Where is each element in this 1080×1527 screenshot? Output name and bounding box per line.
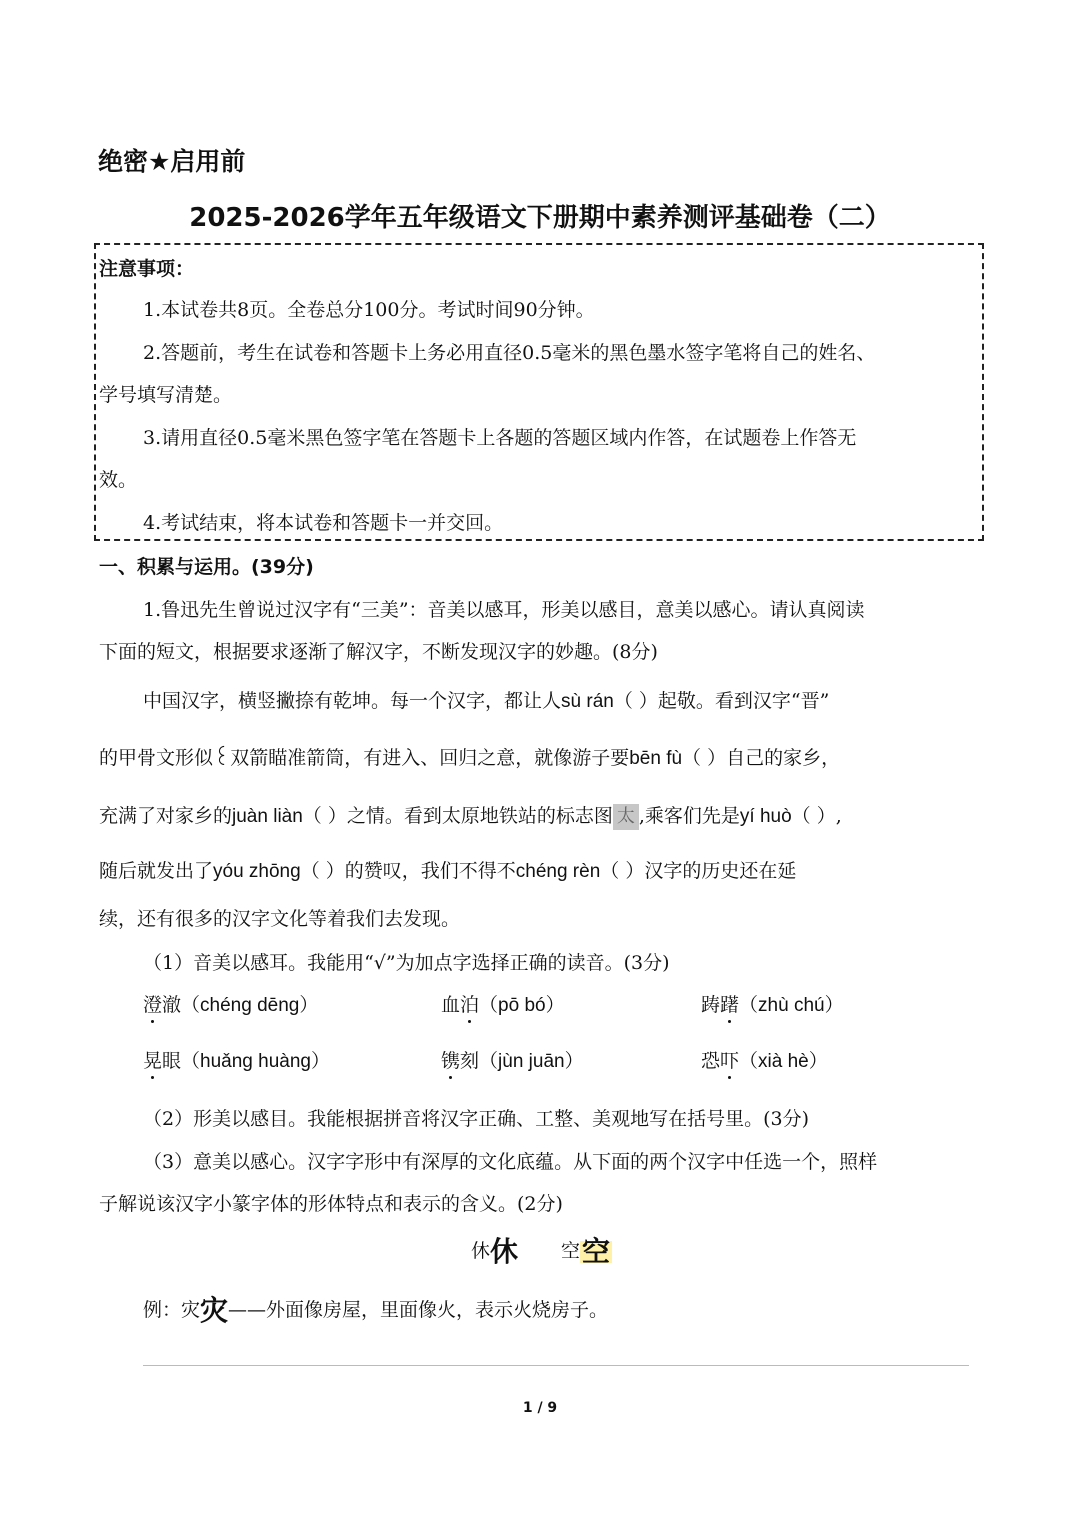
passage-line-3 [99, 804, 842, 830]
dotted-char: 吓 [720, 1050, 740, 1072]
notice-item-3-line-2: 效。 [99, 469, 138, 491]
passage-text: 随后就发出了 [99, 860, 214, 882]
passage-text: 的赞叹，我们不得不 [344, 860, 516, 882]
question-1-line-1: 1.鲁迅先生曾说过汉字有“三美”：音美以感耳，形美以感目，意美以感心。请认真阅读 [143, 599, 865, 621]
word-char: 澈 [162, 994, 182, 1016]
metro-logo-icon: 太 [613, 804, 639, 830]
passage-line-1 [143, 690, 829, 713]
oracle-bone-glyph-icon: ꒰ [213, 746, 231, 771]
word-option [701, 1050, 828, 1073]
notice-item-3-line-1: 3.请用直径0.5毫米黑色签字笔在答题卡上各题的答题区域内作答，在试题卷上作答无 [143, 427, 857, 449]
word-option [143, 1050, 330, 1073]
dotted-char: 澄 [143, 994, 163, 1016]
answer-blank[interactable]: （ ） [613, 690, 658, 712]
notice-item-2-line-2: 学号填写清楚。 [99, 384, 233, 406]
pinyin-choices[interactable]: （huǎng huàng） [181, 1051, 330, 1072]
answer-blank[interactable]: （ ） [300, 860, 345, 882]
example-label: 例：灾 [143, 1299, 201, 1321]
passage-text: 起敬。看到汉字“晋” [657, 690, 830, 712]
dotted-char: 镌 [441, 1050, 461, 1072]
seal-char-option-1[interactable] [471, 1235, 519, 1268]
page-title: 2025-2026学年五年级语文下册期中素养测评基础卷（二） [189, 203, 891, 233]
pinyin: sù rán [561, 691, 614, 712]
seal-script-glyph-icon: 灾 [200, 1294, 229, 1327]
word-option [441, 1050, 584, 1073]
char: 休 [471, 1240, 491, 1262]
pinyin-choices[interactable]: （pō bó） [479, 995, 565, 1016]
dotted-char: 晃 [143, 1050, 163, 1072]
word-char: 眼 [162, 1050, 182, 1072]
dotted-char: 躇 [720, 994, 740, 1016]
example-text: ——外面像房屋，里面像火，表示火烧房子。 [228, 1299, 609, 1321]
answer-blank[interactable]: （ ）, [791, 805, 842, 827]
pinyin: chéng rèn [515, 861, 601, 882]
pinyin-choices[interactable]: （chéng dēng） [181, 995, 319, 1016]
answer-blank[interactable]: （ ） [682, 747, 727, 769]
pinyin-choices[interactable]: （zhù chú） [739, 995, 844, 1016]
secret-label: 绝密★启用前 [98, 147, 246, 176]
passage-text: 自己的家乡， [726, 747, 841, 769]
example-line [143, 1294, 609, 1327]
answer-blank[interactable]: （ ） [302, 805, 347, 827]
word-option [441, 994, 565, 1017]
passage-text: 中国汉字，横竖撇捺有乾坤。每一个汉字，都让人 [143, 690, 562, 712]
word-char: 踌 [701, 994, 721, 1016]
passage-line-5: 续，还有很多的汉字文化等着我们去发现。 [99, 908, 461, 930]
passage-text: 之情。看到太原地铁站的标志图 [346, 805, 613, 827]
sub-question-1-prompt: （1）音美以感耳。我能用“√”为加点字选择正确的读音。(3分) [143, 952, 670, 974]
notice-heading: 注意事项： [99, 258, 195, 280]
passage-text: 充满了对家乡的 [99, 805, 233, 827]
passage-line-2 [99, 747, 840, 770]
passage-text: ,乘客们先是 [638, 805, 740, 827]
char: 空 [561, 1240, 581, 1262]
seal-char-option-2[interactable] [561, 1235, 612, 1268]
answer-blank[interactable]: （ ） [600, 860, 645, 882]
word-option [143, 994, 318, 1017]
notice-item-1: 1.本试卷共8页。全卷总分100分。考试时间90分钟。 [143, 299, 595, 321]
footer-divider [143, 1365, 969, 1366]
sub-question-3-prompt-line-1: （3）意美以感心。汉字字形中有深厚的文化底蕴。从下面的两个汉字中任选一个，照样 [143, 1151, 878, 1173]
question-1-line-2: 下面的短文，根据要求逐渐了解汉字，不断发现汉字的妙趣。(8分) [99, 641, 658, 663]
dotted-char: 泊 [460, 994, 480, 1016]
word-option [701, 994, 844, 1017]
seal-script-glyph-icon: 休 [490, 1235, 519, 1268]
passage-line-4 [99, 860, 796, 883]
word-char: 恐 [701, 1050, 721, 1072]
page-number: 1 / 9 [522, 1400, 558, 1416]
section-1-heading: 一、积累与运用。(39分) [99, 556, 314, 578]
pinyin-choices[interactable]: （xià hè） [739, 1051, 828, 1072]
pinyin: yí huò [739, 806, 792, 827]
sub-question-3-prompt-line-2: 子解说该汉字小篆字体的形体特点和表示的含义。(2分) [99, 1193, 563, 1215]
word-char: 血 [441, 994, 461, 1016]
passage-text: 双箭瞄准箭筒，有进入、回归之意，就像游子要 [230, 747, 630, 769]
passage-text: 的甲骨文形似 [99, 747, 214, 769]
pinyin: juàn liàn [232, 806, 303, 827]
sub-question-2-prompt: （2）形美以感目。我能根据拼音将汉字正确、工整、美观地写在括号里。(3分) [143, 1108, 810, 1130]
notice-item-4: 4.考试结束，将本试卷和答题卡一并交回。 [143, 512, 504, 534]
pinyin: bēn fù [629, 748, 683, 769]
pinyin-choices[interactable]: （jùn juān） [479, 1051, 584, 1072]
passage-text: 汉字的历史还在延 [644, 860, 797, 882]
pinyin: yóu zhōng [213, 861, 301, 882]
seal-script-glyph-icon: 空 [582, 1235, 611, 1268]
word-char: 刻 [460, 1050, 480, 1072]
notice-item-2-line-1: 2.答题前，考生在试卷和答题卡上务必用直径0.5毫米的黑色墨水签字笔将自己的姓名、 [143, 342, 876, 364]
